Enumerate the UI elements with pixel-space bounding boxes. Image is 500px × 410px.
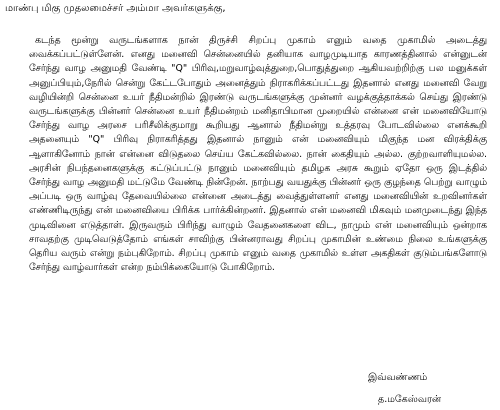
letter-signature: த.மகேஸ்வரன்	[378, 394, 442, 405]
letter-body: கடந்த மூன்று வருடங்களாக நான் திருச்சி சிறப்பு முகாம் எனும் வதை முகாமில் அடைத்து வைக்கப்பட்டுள்ளேன். எனது மனைவி சென்னையில் தனியாக வாழமுடியாத காரணத்தினால் என்னுடன் சேர்ந்து வாழ அனுமதி வேண்டி "Q" பிரிவு,மறுவாழ்வுத்துறை,பொதுத்துறை ஆகியவற்றிற்கு பல மனுக்கள் அனுப்பியும்,நேரில் சென்று கேட்டபோதும் அனைத்தும் நிராகரிக்கப்பட்டது இதனால் எனது மனைவி வேறு வழியின்றி சென்னை உயர் நீதிமன்றில் இரண்டு வருடங்களுக்கு முன்னர் வழக்குத்தாக்கல் செய்து இரண்டு வருடங்களுக்கு பின்னர் சென்னை உயர் நீதிமன்றம் மனிதாபிமான முறையில் என்னை என் மனைவியோடு சேர்ந்து வாழ அரசை பரிசீலிக்குமாறு கூறியது ஆனால் நீதிமன்று உத்தரவு போடவில்லை எனக்கூறி அதனையும் "Q" பிரிவு நிராகரித்தது இதனால் நானும் என் மனைவியும் மிகுந்த மன விரக்திக்கு ஆளாகினோம் நான் என்னை விடுதலை செய்ய கேட்கவில்லை. நான் கைதியும் அல்ல. குற்றவாளியுமல்ல. அரசின் நிபந்தனைகளுக்கு கட்டுப்பட்டு நானும் மனைவியும் தமிழக அரசு கூறும் ஏதோ ஒரு இடத்தில் சேர்ந்து வாழ அனுமதி மட்டுமே வேண்டி நின்றேன். நாற்பது வயதுக்கு பின்னர் ஒரு குழந்தை பெற்று வாழும் அப்படி ஒரு வாழ்வு தேவையில்லை என்னை அடைத்து வைத்துள்ளனர் எனது மனைவியின் உறவினர்கள் எண்ணிடிருந்து என் மனைவியை பிரிக்க பார்க்கின்றனர். இதனால் என் மனைவி மிகவும் மனமுடைந்து இந்த முடிவினை எடுத்தாள். இருவரும் பிரிந்து வாழும் வேதனைகளை விட, நாமும் என் மனைவியும் ஒன்றாக சாவதற்கு முடிவெடுத்தோம் எங்கள் சாவிற்கு பின்னராவது சிறப்பு முகாமின் உண்மை நிலை உங்களுக்கு தெரிய வரும் என்று நம்புகிறோம். சிறப்பு முகாம் எனும் வதை முகாமில் உள்ள அகதிகள் குடும்பங்களோடு சேர்ந்து வாழ்வார்கள் என்ற நம்பிக்கையோடு போகிறோம்.	[29, 35, 487, 274]
letter-salutation: மாண்பு மிகு முதலமைச்சர் அம்மா அவர்களுக்கு,	[5, 3, 226, 14]
letter-closing: இவ்வண்ணம்	[368, 372, 428, 383]
